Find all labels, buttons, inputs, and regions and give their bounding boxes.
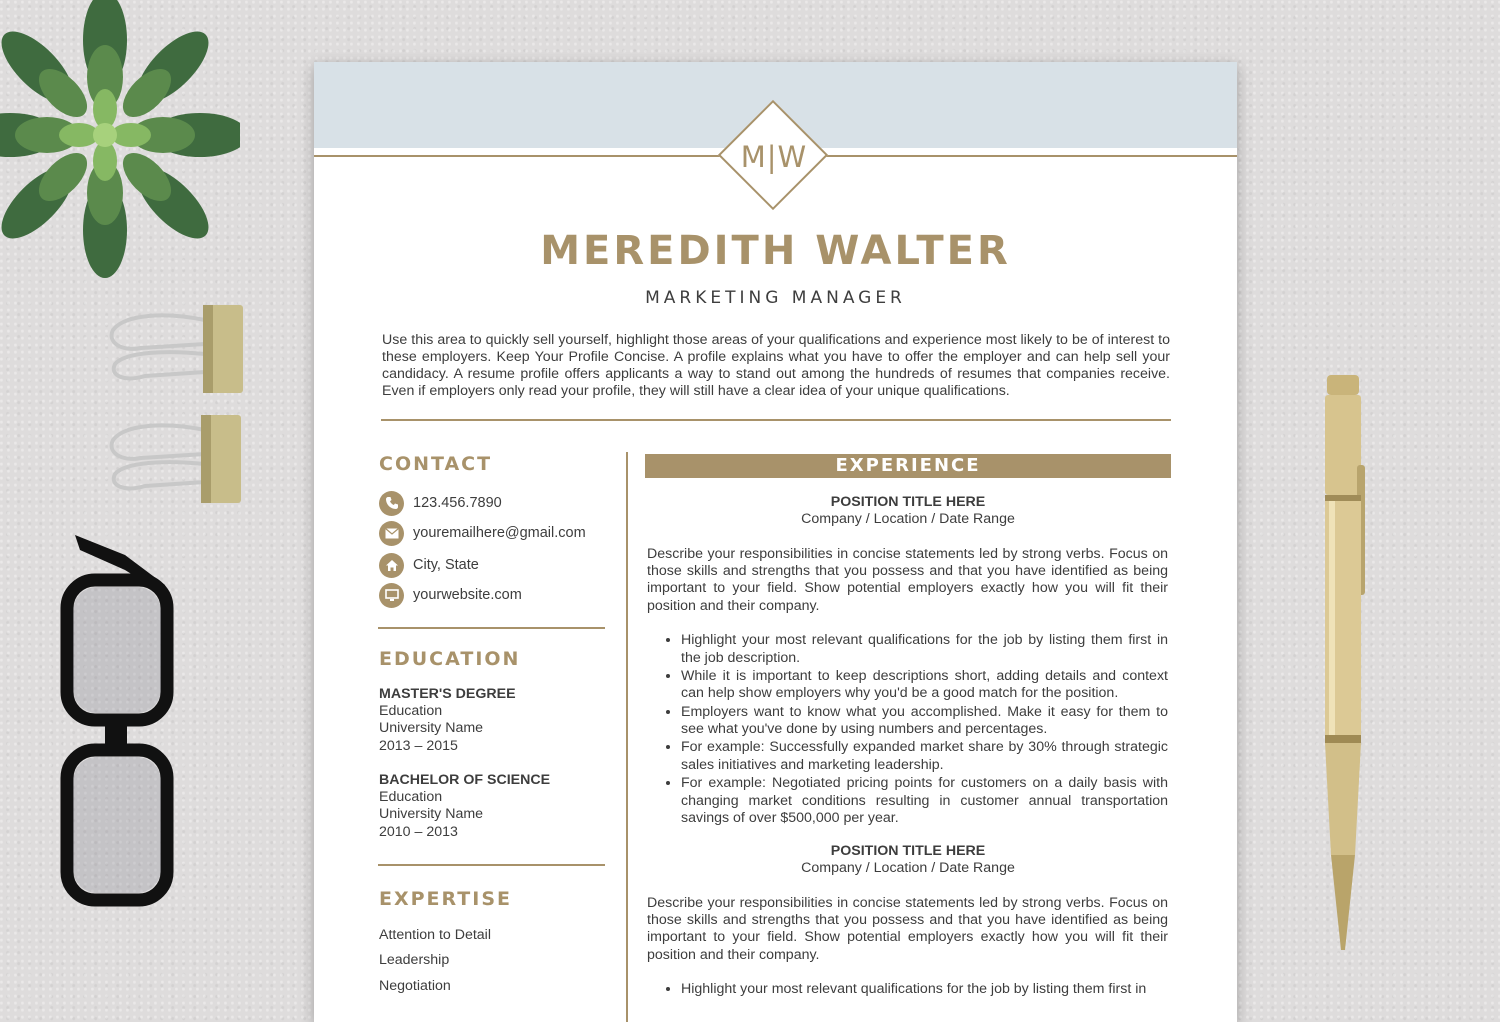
job-bullets xyxy=(647,981,1168,999)
company-line: Company / Location / Date Range xyxy=(801,511,1015,528)
binder-clip xyxy=(105,300,250,400)
profile-rule xyxy=(381,419,1171,421)
bullet-item: • For example: Successfully expanded market share by 30% through strategic sales initiatives and marketing leadership. xyxy=(681,739,1168,774)
contact-phone xyxy=(379,490,502,516)
column-divider xyxy=(626,452,628,1022)
education-rule xyxy=(378,864,605,866)
degree-years: 2010 – 2013 xyxy=(379,823,458,840)
bullet-item: • Highlight your most relevant qualifications for the job by listing them first in the job description. xyxy=(681,632,1168,667)
gold-pen xyxy=(1315,375,1375,960)
education-entry xyxy=(379,772,609,841)
job-description: Describe your responsibilities in concise statements led by strong verbs. Focus on those skills and strengths that you possess and that you have identified as being important to your field. Show potential employers exactly how you will fit their position and their company. xyxy=(647,546,1168,614)
candidate-name: MEREDITH WALTER xyxy=(540,228,1011,274)
contact-rule xyxy=(378,627,605,629)
contact-location xyxy=(379,552,479,578)
contact-location-text: City, State xyxy=(413,557,479,573)
expertise-item: Negotiation xyxy=(379,978,451,994)
degree-field: Education xyxy=(379,703,443,720)
succulent-plant xyxy=(0,0,240,290)
degree: MASTER'S DEGREE xyxy=(379,686,516,702)
profile-summary: Use this area to quickly sell yourself, highlight those areas of your qualifications and experience most likely to be of interest to these employers. Keep Your Profile Concise. A profile explains what you have to offer the employer and can help sell your candidacy. A resume profile offers applicants a way to stand out among the hundreds of resumes that companies receive. Even if employers only read your profile, they will still have a clear idea of your unique qualifications. xyxy=(382,332,1170,399)
bullet-item: • For example: Negotiated pricing points for customers on a daily basis with changing market conditions resulting in customer annual transportation savings of over $500,000 per year. xyxy=(681,775,1168,828)
education-heading: EDUCATION xyxy=(379,648,521,670)
expertise-item: Leadership xyxy=(379,952,450,968)
contact-website xyxy=(379,582,522,608)
degree-years: 2013 – 2015 xyxy=(379,737,458,754)
bullet-item: • Highlight your most relevant qualifications for the job by listing them first in xyxy=(681,981,1168,999)
job-header xyxy=(645,494,1171,528)
degree: BACHELOR OF SCIENCE xyxy=(379,772,551,788)
position-title: POSITION TITLE HERE xyxy=(830,494,986,510)
eyeglasses xyxy=(55,525,185,925)
bullet-item: • While it is important to keep descriptions short, adding details and context can help show employers why you'd be a good match for the position. xyxy=(681,668,1168,703)
monogram: M|W xyxy=(740,140,808,174)
position-title: POSITION TITLE HERE xyxy=(830,843,986,859)
experience-heading: EXPERIENCE xyxy=(645,454,1171,478)
contact-phone-text: 123.456.7890 xyxy=(413,495,502,511)
home-icon xyxy=(379,553,404,578)
company-line: Company / Location / Date Range xyxy=(801,860,1015,877)
job-description: Describe your responsibilities in concise statements led by strong verbs. Focus on those skills and strengths that you possess and that you have identified as being important to your field. Show potential employers exactly how you will fit their position and their company. xyxy=(647,895,1168,963)
candidate-title: MARKETING MANAGER xyxy=(645,288,906,308)
contact-heading: CONTACT xyxy=(379,453,493,475)
school-name: University Name xyxy=(379,806,484,823)
phone-icon xyxy=(379,491,404,516)
contact-email xyxy=(379,520,586,546)
contact-email-text: youremailhere@gmail.com xyxy=(413,525,586,541)
monitor-icon xyxy=(379,583,404,608)
degree-field: Education xyxy=(379,789,443,806)
email-icon xyxy=(379,521,404,546)
school-name: University Name xyxy=(379,720,484,737)
expertise-heading: EXPERTISE xyxy=(379,888,513,910)
contact-website-text: yourwebsite.com xyxy=(413,587,522,603)
binder-clip xyxy=(105,410,250,510)
bullet-item: • Employers want to know what you accomplished. Make it easy for them to see what you've done by using numbers and percentages. xyxy=(681,704,1168,739)
job-header xyxy=(645,843,1171,877)
education-entry xyxy=(379,686,609,755)
expertise-item: Attention to Detail xyxy=(379,927,491,943)
resume-page xyxy=(314,62,1237,1022)
job-bullets xyxy=(647,632,1168,829)
